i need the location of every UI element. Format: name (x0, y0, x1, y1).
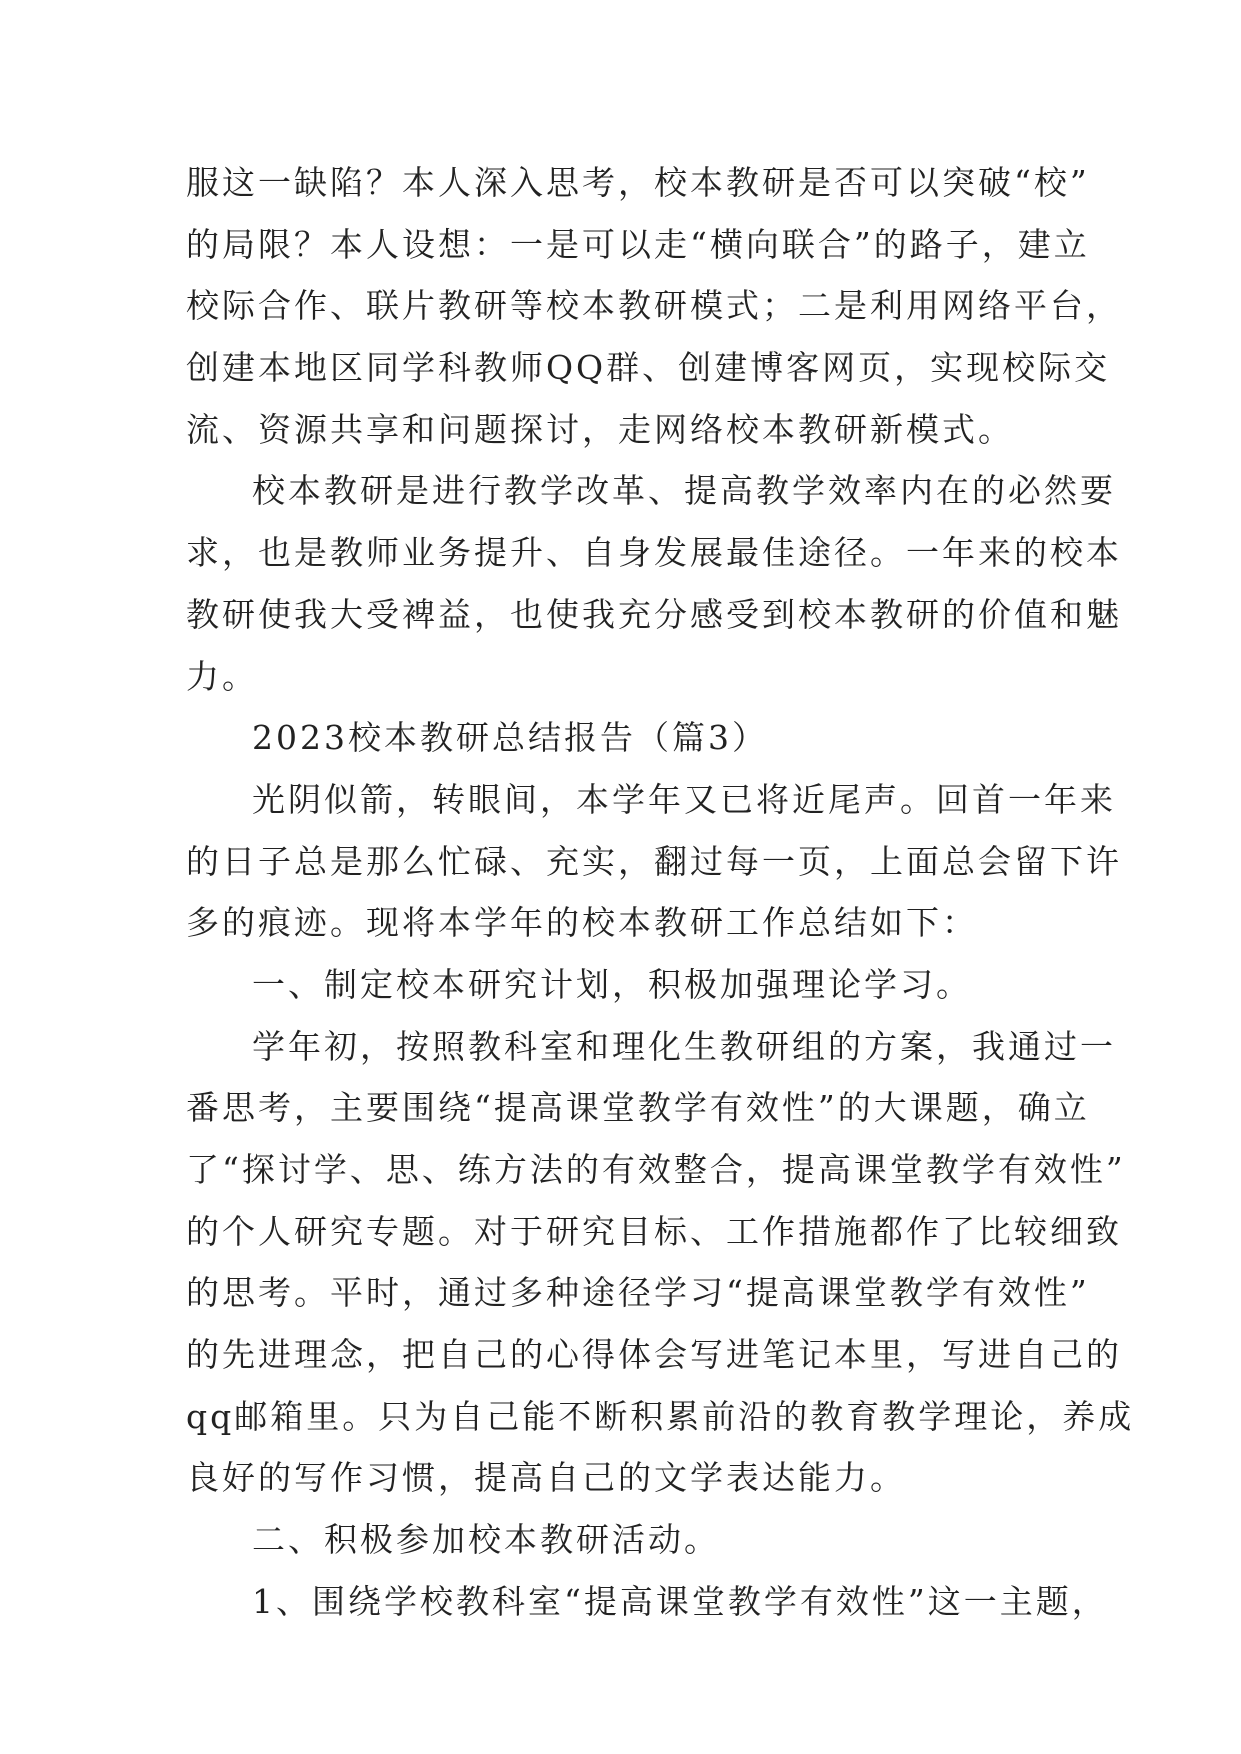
text-line: 多的痕迹。现将本学年的校本教研工作总结如下： (186, 903, 978, 943)
text-line: 力。 (186, 656, 258, 696)
text-line: 的思考。平时，通过多种途径学习“提高课堂教学有效性” (186, 1273, 1090, 1313)
text-line: 校本教研是进行教学改革、提高教学效率内在的必然要 (252, 471, 1116, 511)
text-line: qq邮箱里。只为自己能不断积累前沿的教育教学理论，养成 (186, 1396, 1135, 1436)
text-line: 的局限？本人设想：一是可以走“横向联合”的路子，建立 (186, 224, 1090, 264)
text-line: 2023校本教研总结报告（篇3） (252, 718, 768, 758)
text-line: 1、围绕学校教科室“提高课堂教学有效性”这一主题， (252, 1581, 1108, 1621)
text-line: 的先进理念，把自己的心得体会写进笔记本里，写进自己的 (186, 1335, 1122, 1375)
text-line: 创建本地区同学科教师QQ群、创建博客网页，实现校际交 (186, 348, 1111, 388)
text-line: 光阴似箭，转眼间，本学年又已将近尾声。回首一年来 (252, 779, 1116, 819)
text-line: 一、制定校本研究计划，积极加强理论学习。 (252, 964, 972, 1004)
text-line: 流、资源共享和问题探讨，走网络校本教研新模式。 (186, 409, 1014, 449)
text-line: 学年初，按照教科室和理化生教研组的方案，我通过一 (252, 1026, 1116, 1066)
text-line: 教研使我大受裨益，也使我充分感受到校本教研的价值和魅 (186, 594, 1122, 634)
text-line: 二、积极参加校本教研活动。 (252, 1520, 720, 1560)
text-line: 的个人研究专题。对于研究目标、工作措施都作了比较细致 (186, 1211, 1122, 1251)
text-line: 番思考，主要围绕“提高课堂教学有效性”的大课题，确立 (186, 1088, 1090, 1128)
text-line: 的日子总是那么忙碌、充实，翻过每一页，上面总会留下许 (186, 841, 1122, 881)
document-body (186, 152, 1135, 1633)
text-line: 服这一缺陷？本人深入思考，校本教研是否可以突破“校” (186, 163, 1090, 202)
text-line: 了“探讨学、思、练方法的有效整合，提高课堂教学有效性” (186, 1150, 1126, 1189)
text-line: 求，也是教师业务提升、自身发展最佳途径。一年来的校本 (186, 533, 1122, 573)
text-line: 校际合作、联片教研等校本教研模式；二是利用网络平台， (186, 286, 1122, 326)
text-line: 良好的写作习惯，提高自己的文学表达能力。 (186, 1458, 906, 1498)
